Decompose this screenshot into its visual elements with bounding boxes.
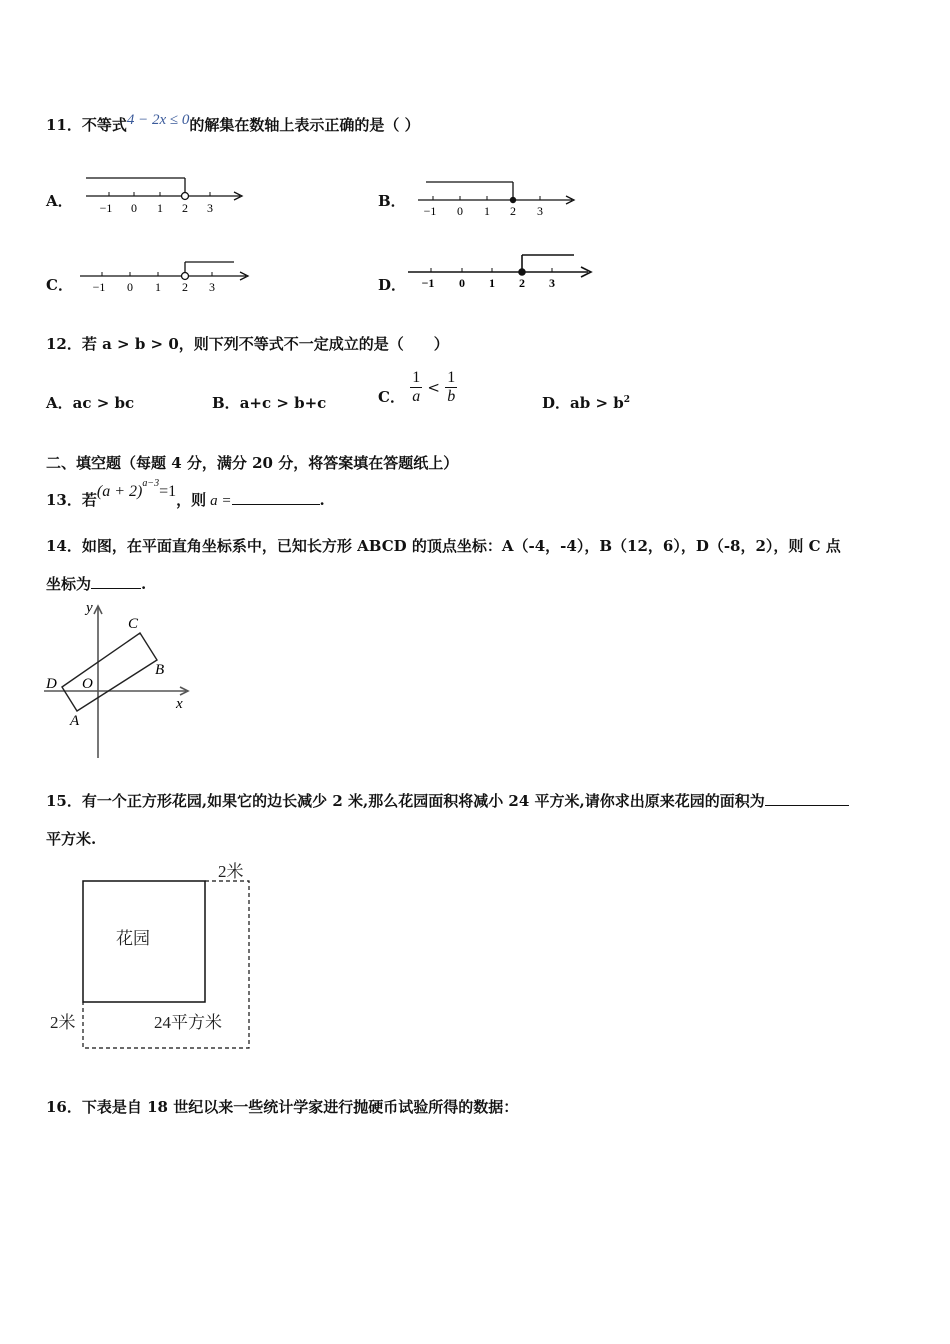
- q11-option-d-numberline: [406, 248, 606, 296]
- q14-line1: 14．如图，在平面直角坐标系中，已知长方形 ABCD 的顶点坐标：A（-4，-4），B（12，6），D（-8，2），则 C 点: [46, 537, 841, 555]
- q11-option-b-numberline: [416, 172, 586, 222]
- q11b-tick: 2: [510, 204, 516, 218]
- q11-option-d-label[interactable]: D．: [378, 276, 407, 294]
- section-2-title: 二、填空题（每题 4 分，满分 20 分，将答案填在答题纸上）: [46, 454, 459, 472]
- fraction-1-over-b: $\frac{1}{b}$: [447, 369, 456, 405]
- y-axis-label: y: [86, 600, 93, 616]
- q11a-tick: 0: [131, 201, 137, 215]
- q11-stem: 11．不等式4 − 2x ≤ 0的解集在数轴上表示正确的是（ ）: [46, 112, 420, 134]
- q14-coordinate-figure: [40, 600, 200, 762]
- point-b-label: B: [155, 662, 165, 678]
- bottom-left-2m-label: 2米: [50, 1013, 76, 1032]
- q11a-tick: −1: [99, 201, 113, 215]
- q11c-tick: 1: [155, 280, 161, 294]
- fraction-1-over-a: $\frac{1}{a}$: [412, 369, 421, 405]
- q11-option-a-label[interactable]: A．: [46, 192, 73, 210]
- point-d-label: D: [46, 676, 57, 692]
- q15-line2: 平方米.: [46, 830, 97, 848]
- q11a-tick: 2: [182, 201, 188, 215]
- q11-option-c-label[interactable]: C．: [46, 276, 73, 294]
- q11c-tick: 3: [209, 280, 215, 294]
- q11a-tick: 1: [157, 201, 163, 215]
- q11c-tick: 0: [127, 280, 133, 294]
- q11b-tick: 3: [537, 204, 543, 218]
- area-24-label: 24平方米: [154, 1013, 222, 1032]
- q11d-tick: 0: [459, 276, 465, 290]
- q11d-tick: 2: [519, 276, 525, 290]
- q11a-tick: 3: [207, 201, 213, 215]
- q13-answer-blank[interactable]: [232, 504, 320, 505]
- q14-line2: 坐标为 .: [46, 575, 147, 593]
- q12-option-c[interactable]: C． $\frac{1}{a}$ < $\frac{1}{b}$: [378, 369, 456, 406]
- q15-garden-figure: [46, 856, 260, 1056]
- point-c-label: C: [128, 616, 139, 632]
- q11c-tick: 2: [182, 280, 188, 294]
- q11-option-b-label[interactable]: B．: [378, 192, 406, 210]
- q11b-tick: 0: [457, 204, 463, 218]
- q14-answer-blank[interactable]: [91, 588, 141, 589]
- q12-option-b[interactable]: B．a+c > b+c: [212, 394, 327, 412]
- q11c-tick: −1: [92, 280, 106, 294]
- q12-option-a[interactable]: A．ac > bc: [46, 394, 135, 412]
- q15-answer-blank[interactable]: [765, 805, 849, 806]
- garden-label: 花园: [116, 929, 150, 948]
- q13-stem: 13．若$(a + 2)^{a-3}=1$，则 a = .: [46, 478, 325, 509]
- q11d-tick: 1: [489, 276, 495, 290]
- top-right-2m-label: 2米: [218, 862, 244, 881]
- q11-inequality: 4 − 2x ≤ 0: [126, 112, 190, 128]
- x-axis-label: x: [176, 696, 183, 712]
- q13-base: (a + 2): [96, 483, 143, 500]
- q11b-tick: −1: [423, 204, 437, 218]
- q11-option-c-numberline: [78, 254, 258, 300]
- q12-stem: 12．若 a > b > 0，则下列不等式不一定成立的是（ ）: [46, 335, 449, 353]
- q12-option-d[interactable]: D．ab > $b^2$: [542, 394, 630, 412]
- q15-line1: 15．有一个正方形花园,如果它的边长减少 2 米,那么花园面积将减小 24 平方米,请你求出原来花园的面积为: [46, 790, 849, 811]
- q16-stem: 16．下表是自 18 世纪以来一些统计学家进行抛硬币试验所得的数据：: [46, 1098, 519, 1116]
- point-a-label: A: [70, 713, 80, 729]
- q11d-tick: −1: [421, 276, 435, 290]
- origin-label: O: [82, 676, 93, 692]
- q11b-tick: 1: [484, 204, 490, 218]
- q11-option-a-numberline: [84, 170, 254, 220]
- q11d-tick: 3: [549, 276, 555, 290]
